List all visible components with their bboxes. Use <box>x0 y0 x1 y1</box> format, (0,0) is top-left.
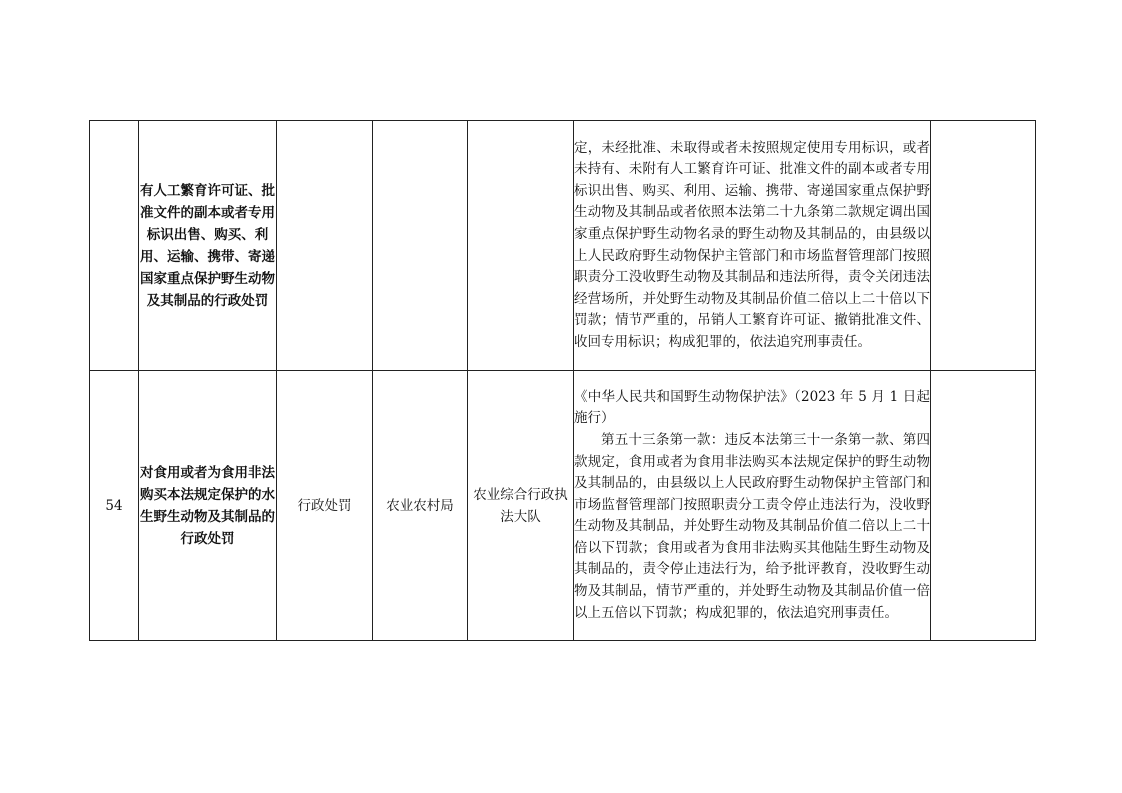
remarks <box>931 121 1036 371</box>
responsible-department: 农业农村局 <box>373 371 468 641</box>
legal-basis-text: 定，未经批准、未取得或者未按照规定使用专用标识，或者未持有、未附有人工繁育许可证、批准文件的副本或者专用标识出售、购买、利用、运输、携带、寄递国家重点保护野生动物及其制品或者依照本法第二十九条第二款规定调出国家重点保护野生动物名录的野生动物及其制品的，由县级以上人民政府野生动物保护主管部门和市场监督管理部门按照职责分工没收野生动物及其制品和违法所得，责令关闭违法经营场所，并处野生动物及其制品价值二倍以上二十倍以下罚款；情节严重的，吊销人工繁育许可证、撤销批准文件、收回专用标识；构成犯罪的，依法追究刑事责任。 <box>574 139 930 350</box>
enforcement-unit: 农业综合行政执法大队 <box>468 371 574 641</box>
legal-basis-text: 第五十三条第一款：违反本法第三十一条第一款、第四款规定，食用或者为食用非法购买本法规定保护的野生动物及其制品的，由县级以上人民政府野生动物保护主管部门和市场监督管理部门按照职责分工责令停止违法行为，没收野生动物及其制品，并处野生动物及其制品价值二倍以上二十倍以下罚款；食用或者为食用非法购买其他陆生野生动物及其制品的，责令停止违法行为，给予批评教育，没收野生动物及其制品，情节严重的，并处野生动物及其制品价值一倍以上五倍以下罚款；构成犯罪的，依法追究刑事责任。 <box>574 431 930 621</box>
remarks <box>931 371 1036 641</box>
item-name: 有人工繁育许可证、批准文件的副本或者专用标识出售、购买、利用、运输、携带、寄递国家重点保护野生动物及其制品的行政处罚 <box>139 121 277 371</box>
legal-basis <box>574 371 931 641</box>
enforcement-unit <box>468 121 574 371</box>
item-name: 对食用或者为食用非法购买本法规定保护的水生野生动物及其制品的行政处罚 <box>139 371 277 641</box>
table-row <box>90 371 1036 641</box>
row-number: 54 <box>90 371 139 641</box>
power-type: 行政处罚 <box>277 371 373 641</box>
row-number <box>90 121 139 371</box>
legal-basis <box>574 121 931 371</box>
responsible-department <box>373 121 468 371</box>
law-title: 《中华人民共和国野生动物保护法》（2023 年 5 月 1 日起施行） <box>574 388 930 427</box>
table-row <box>90 121 1036 371</box>
power-type <box>277 121 373 371</box>
enforcement-table <box>89 120 1036 641</box>
